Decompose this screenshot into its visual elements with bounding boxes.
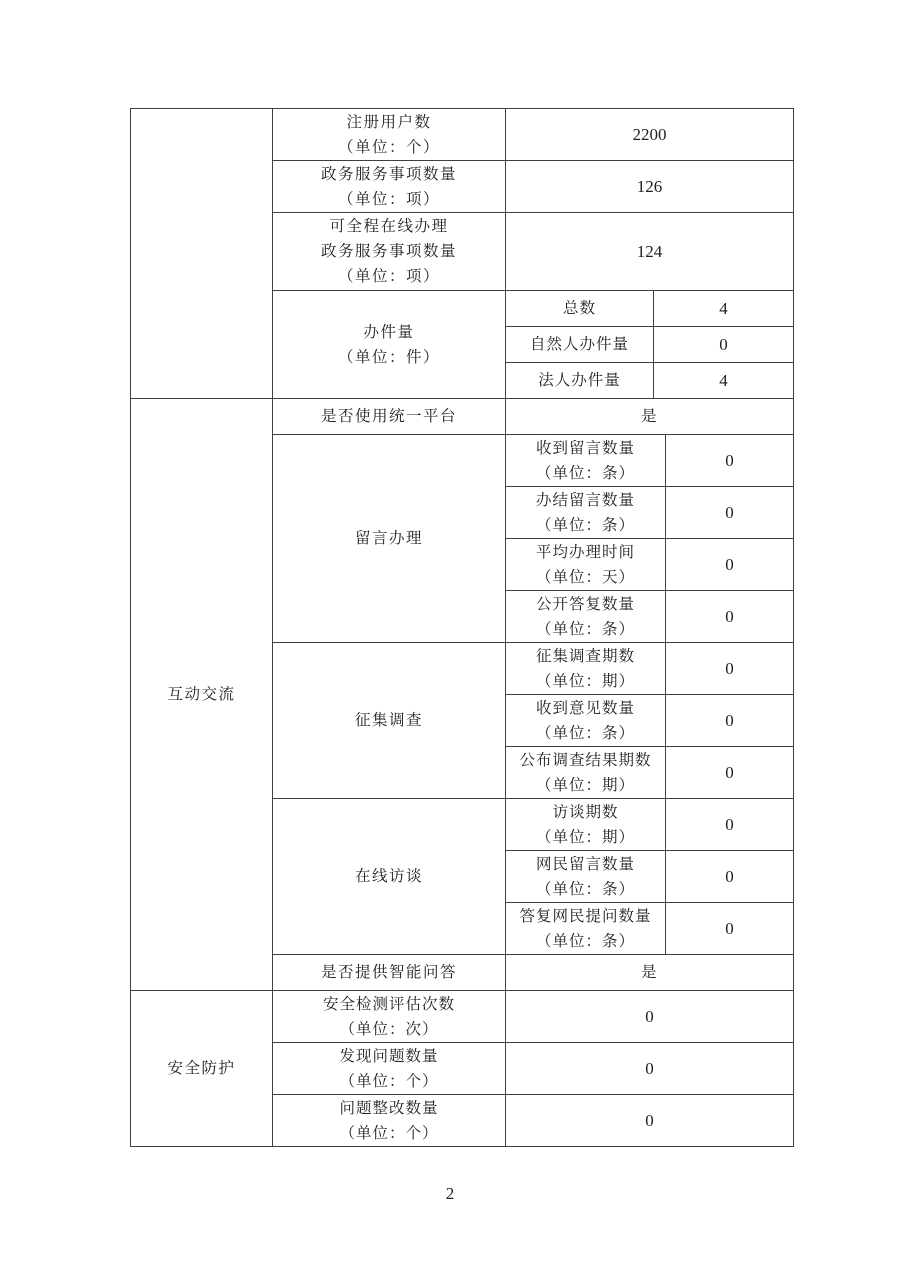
label-line: 注册用户数 — [346, 113, 432, 131]
label-line: 征集调查 — [354, 712, 423, 729]
value-text: 126 — [636, 176, 663, 196]
value-text: 0 — [645, 1110, 654, 1130]
label-line: 法人办件量 — [538, 372, 621, 389]
sub-label-messages-received — [506, 435, 666, 487]
group-label-survey — [273, 643, 506, 799]
sub-label-survey-results-published — [506, 747, 666, 799]
row-label-online-service-items — [273, 213, 506, 291]
sub-value-natural-person — [654, 327, 794, 363]
unit-line: （单位：条） — [535, 880, 635, 898]
row-label-problems-found — [273, 1043, 506, 1095]
label-line: 在线访谈 — [354, 868, 423, 885]
sub-value-opinions-received — [666, 695, 794, 747]
row-value-security-assessments — [506, 991, 794, 1043]
unit-line: （单位：项） — [337, 190, 440, 208]
value-text: 0 — [719, 334, 728, 354]
sub-value-survey-results-published — [666, 747, 794, 799]
row-label-smart-qa — [273, 955, 506, 991]
unit-line: （单位：条） — [535, 620, 635, 638]
label-line: 是否提供智能问答 — [320, 964, 457, 981]
report-data-table — [130, 108, 794, 1147]
category-security — [131, 991, 273, 1147]
label-line: 政务服务事项数量 — [320, 165, 457, 183]
unit-line: （单位：个） — [339, 1072, 439, 1090]
page-number: 2 — [445, 1184, 455, 1203]
label-line: 访谈期数 — [552, 803, 619, 821]
unit-line: （单位：期） — [535, 828, 635, 846]
sub-value-legal-person — [654, 363, 794, 399]
label-line: 留言办理 — [354, 530, 423, 547]
group-label-message-handling — [273, 435, 506, 643]
label-line: 收到留言数量 — [535, 439, 635, 457]
value-text: 0 — [725, 502, 734, 522]
unit-line: （单位：条） — [535, 932, 635, 950]
value-text: 0 — [725, 658, 734, 678]
value-text: 0 — [725, 866, 734, 886]
label-line: 问题整改数量 — [339, 1099, 439, 1117]
sub-label-natural-person — [506, 327, 654, 363]
row-value-problems-found — [506, 1043, 794, 1095]
value-text: 0 — [645, 1006, 654, 1026]
unit-line: （单位：条） — [535, 724, 635, 742]
label-line: 自然人办件量 — [529, 336, 629, 353]
row-label-problems-rectified — [273, 1095, 506, 1147]
sub-label-legal-person — [506, 363, 654, 399]
value-text: 0 — [725, 450, 734, 470]
label-line: 是否使用统一平台 — [320, 408, 457, 425]
row-value-unified-platform — [506, 399, 794, 435]
group-label-online-interview — [273, 799, 506, 955]
sub-value-netizen-questions-answered — [666, 903, 794, 955]
label-line: 平均办理时间 — [535, 543, 635, 561]
row-value-problems-rectified — [506, 1095, 794, 1147]
label-line: 可全程在线办理 — [329, 218, 449, 235]
row-value-service-items — [506, 161, 794, 213]
label-line: 办结留言数量 — [535, 491, 635, 509]
unit-line: （单位：项） — [337, 268, 440, 285]
group-label-case-volume — [273, 291, 506, 399]
unit-line: （单位：个） — [337, 138, 440, 156]
row-value-online-service-items — [506, 213, 794, 291]
value-text: 0 — [725, 762, 734, 782]
category-interaction — [131, 399, 273, 991]
value-text: 0 — [725, 918, 734, 938]
sub-label-average-handling-time — [506, 539, 666, 591]
unit-line: （单位：条） — [535, 464, 635, 482]
value-text: 0 — [725, 606, 734, 626]
label-line: 收到意见数量 — [535, 699, 635, 717]
unit-line: （单位：天） — [535, 568, 635, 586]
row-label-unified-platform — [273, 399, 506, 435]
sub-value-interview-periods — [666, 799, 794, 851]
sub-label-netizen-questions-answered — [506, 903, 666, 955]
value-text: 0 — [645, 1058, 654, 1078]
unit-line: （单位：期） — [535, 776, 635, 794]
label-line: 政务服务事项数量 — [320, 243, 457, 260]
sub-label-total — [506, 291, 654, 327]
value-text: 0 — [725, 814, 734, 834]
sub-value-netizen-messages — [666, 851, 794, 903]
sub-label-netizen-messages — [506, 851, 666, 903]
unit-line: （单位：次） — [339, 1020, 439, 1038]
row-label-registered-users — [273, 109, 506, 161]
label-line: 办件量 — [363, 323, 415, 341]
value-text: 是 — [640, 408, 658, 425]
value-text: 124 — [636, 241, 663, 261]
value-text: 0 — [725, 710, 734, 730]
sub-value-messages-received — [666, 435, 794, 487]
label-line: 安全检测评估次数 — [322, 995, 455, 1013]
value-text: 是 — [640, 964, 658, 981]
label-line: 征集调查期数 — [535, 647, 635, 665]
label-line: 网民留言数量 — [535, 855, 635, 873]
sub-value-messages-completed — [666, 487, 794, 539]
value-text: 0 — [725, 554, 734, 574]
sub-value-survey-periods — [666, 643, 794, 695]
unit-line: （单位：条） — [535, 516, 635, 534]
unit-line: （单位：件） — [337, 348, 440, 366]
row-label-service-items — [273, 161, 506, 213]
sub-label-public-replies — [506, 591, 666, 643]
value-text: 4 — [719, 370, 728, 390]
value-text: 4 — [719, 298, 728, 318]
label-line: 发现问题数量 — [339, 1047, 439, 1065]
label-line: 答复网民提问数量 — [519, 907, 652, 925]
unit-line: （单位：个） — [339, 1124, 439, 1142]
value-text: 2200 — [632, 124, 667, 144]
category-cell-empty — [131, 109, 273, 399]
sub-label-opinions-received — [506, 695, 666, 747]
unit-line: （单位：期） — [535, 672, 635, 690]
label-line: 总数 — [562, 300, 596, 317]
row-value-registered-users — [506, 109, 794, 161]
category-label: 安全防护 — [167, 1060, 236, 1077]
row-value-smart-qa — [506, 955, 794, 991]
sub-label-messages-completed — [506, 487, 666, 539]
sub-value-public-replies — [666, 591, 794, 643]
category-label: 互动交流 — [167, 686, 236, 703]
sub-label-survey-periods — [506, 643, 666, 695]
row-label-security-assessments — [273, 991, 506, 1043]
sub-label-interview-periods — [506, 799, 666, 851]
sub-value-total — [654, 291, 794, 327]
label-line: 公开答复数量 — [535, 595, 635, 613]
label-line: 公布调查结果期数 — [519, 751, 652, 769]
sub-value-average-handling-time — [666, 539, 794, 591]
